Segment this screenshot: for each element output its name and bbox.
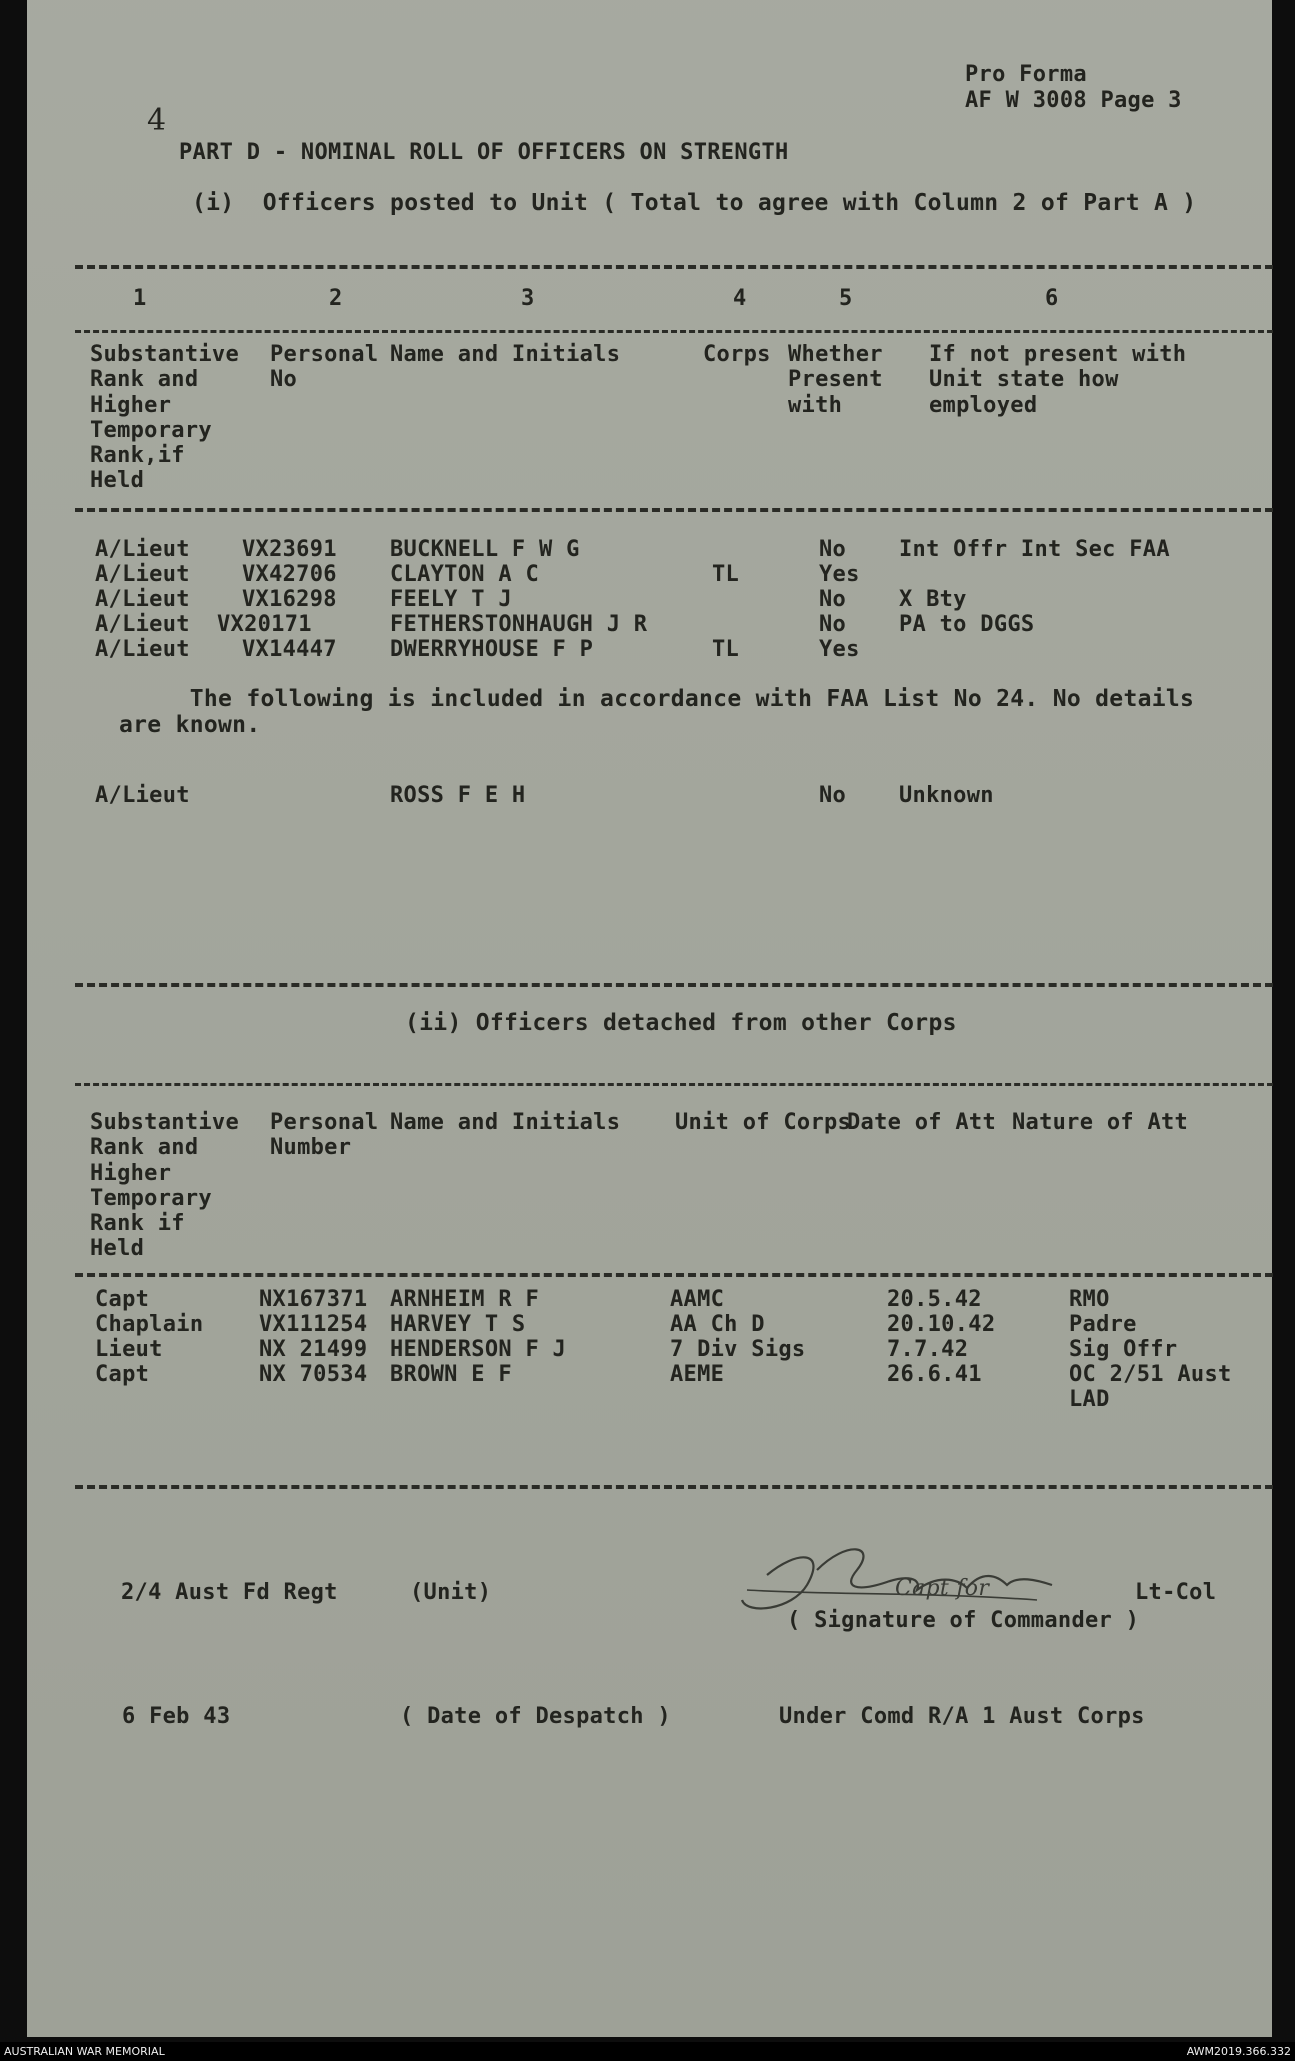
- name: ROSS F E H: [390, 783, 526, 808]
- corps: TL: [712, 637, 740, 662]
- rank: A/Lieut: [95, 562, 190, 587]
- date-of-att: 20.5.42: [887, 1287, 982, 1312]
- rank: Chaplain: [95, 1312, 204, 1337]
- divider: [75, 1273, 1273, 1277]
- signature-name: [1029, 1580, 1038, 1581]
- column-header: Personal Number: [270, 1110, 379, 1161]
- nature-of-att: Sig Offr: [1069, 1337, 1178, 1362]
- personal-no: VX23691: [242, 537, 337, 562]
- nature-of-att: Padre: [1069, 1312, 1137, 1337]
- present: No: [819, 783, 847, 808]
- present: No: [819, 587, 847, 612]
- personal-no: VX14447: [242, 637, 337, 662]
- column-header: Substantive Rank and Higher Temporary Rank,if Held: [90, 342, 239, 494]
- column-header: Unit of Corps: [675, 1110, 852, 1135]
- document-page: [27, 0, 1272, 2037]
- despatch-date: 6 Feb 43: [122, 1704, 231, 1729]
- present: Yes: [819, 562, 860, 587]
- date-of-att: 26.6.41: [887, 1362, 982, 1387]
- signature-label: ( Signature of Commander ): [787, 1608, 1140, 1633]
- col-number: 6: [1045, 286, 1059, 311]
- unit-of-corps: AEME: [670, 1362, 725, 1387]
- despatch-label: ( Date of Despatch ): [400, 1704, 671, 1729]
- rank: A/Lieut: [95, 637, 190, 662]
- part-title: PART D - NOMINAL ROLL OF OFFICERS ON STRENGTH: [179, 140, 789, 165]
- name: BUCKNELL F W G: [390, 537, 580, 562]
- name: HARVEY T S: [390, 1312, 526, 1337]
- rank: Capt: [95, 1362, 150, 1387]
- divider: [75, 330, 1273, 333]
- nature-of-att: OC 2/51 Aust LAD: [1069, 1362, 1232, 1413]
- col-number: 3: [521, 286, 535, 311]
- column-header: Whether Present with: [788, 342, 883, 418]
- personal-no: VX42706: [242, 562, 337, 587]
- rank: A/Lieut: [95, 783, 190, 808]
- personal-no: VX111254: [259, 1312, 368, 1337]
- personal-no: VX16298: [242, 587, 337, 612]
- form-name: Pro Forma: [965, 62, 1087, 87]
- present: No: [819, 612, 847, 637]
- employment: PA to DGGS: [899, 612, 1035, 637]
- unit-of-corps: AAMC: [670, 1287, 725, 1312]
- column-header: Nature of Att: [1012, 1110, 1189, 1135]
- credit-right: AWM2019.366.332: [1186, 2045, 1291, 2058]
- divider: [75, 983, 1273, 987]
- section2-title: (ii) Officers detached from other Corps: [405, 1010, 957, 1036]
- note-text: The following is included in accordance with FAA List No 24. No details are known.: [119, 686, 1195, 739]
- present: Yes: [819, 637, 860, 662]
- credit-left: AUSTRALIAN WAR MEMORIAL: [4, 2045, 165, 2058]
- name: BROWN E F: [390, 1362, 512, 1387]
- column-header: Name and Initials: [390, 1110, 621, 1135]
- column-header: Personal No: [270, 342, 379, 393]
- personal-no: NX167371: [259, 1287, 368, 1312]
- employment: Unknown: [899, 783, 994, 808]
- date-of-att: 7.7.42: [887, 1337, 969, 1362]
- col-number: 5: [839, 286, 853, 311]
- personal-no: NX 21499: [259, 1337, 368, 1362]
- signature-annotation: Capt for: [895, 1576, 990, 1601]
- divider: [75, 508, 1273, 512]
- nature-of-att: RMO: [1069, 1287, 1110, 1312]
- unit-value: 2/4 Aust Fd Regt: [121, 1580, 338, 1605]
- column-header: Substantive Rank and Higher Temporary Rank if Held: [90, 1110, 239, 1262]
- col-number: 2: [329, 286, 343, 311]
- command-line: Under Comd R/A 1 Aust Corps: [779, 1704, 1145, 1729]
- commander-rank: Lt-Col: [1135, 1580, 1217, 1605]
- date-of-att: 20.10.42: [887, 1312, 996, 1337]
- col-number: 4: [733, 286, 747, 311]
- name: FETHERSTONHAUGH J R: [390, 612, 648, 637]
- section1-title: (i) Officers posted to Unit ( Total to agree with Column 2 of Part A ): [192, 190, 1197, 216]
- col-number: 1: [133, 286, 147, 311]
- name: DWERRYHOUSE F P: [390, 637, 594, 662]
- name: ARNHEIM R F: [390, 1287, 539, 1312]
- column-header: Corps: [703, 342, 771, 367]
- employment: X Bty: [899, 587, 967, 612]
- column-header: If not present with Unit state how employed: [929, 342, 1187, 418]
- column-header: Name and Initials: [390, 342, 621, 367]
- name: HENDERSON F J: [390, 1337, 567, 1362]
- unit-label: (Unit): [410, 1580, 492, 1605]
- divider: [75, 1485, 1273, 1489]
- unit-of-corps: 7 Div Sigs: [670, 1337, 806, 1362]
- personal-no: NX 70534: [259, 1362, 368, 1387]
- rank: A/Lieut: [95, 612, 190, 637]
- rank: A/Lieut: [95, 537, 190, 562]
- rank: Lieut: [95, 1337, 163, 1362]
- rank: Capt: [95, 1287, 150, 1312]
- form-number: AF W 3008 Page 3: [965, 88, 1182, 113]
- corps: TL: [712, 562, 740, 587]
- unit-of-corps: AA Ch D: [670, 1312, 765, 1337]
- name: FEELY T J: [390, 587, 512, 612]
- personal-no: VX20171: [217, 612, 312, 637]
- rank: A/Lieut: [95, 587, 190, 612]
- corner-mark: 4: [147, 103, 167, 138]
- divider: [75, 265, 1273, 269]
- employment: Int Offr Int Sec FAA: [899, 537, 1170, 562]
- present: No: [819, 537, 847, 562]
- column-header: Date of Att: [847, 1110, 996, 1135]
- name: CLAYTON A C: [390, 562, 539, 587]
- divider: [75, 1083, 1273, 1086]
- archive-credit-bar: [0, 2042, 1295, 2061]
